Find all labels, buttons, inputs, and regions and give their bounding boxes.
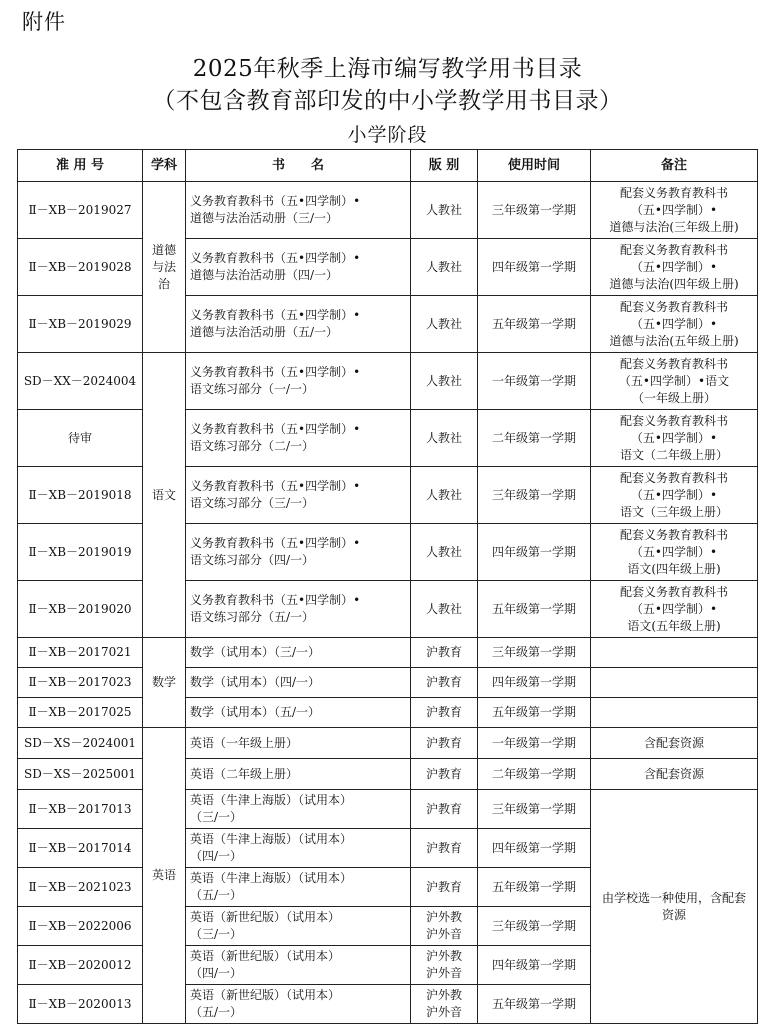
cell-publisher: 人教社 (411, 353, 478, 410)
cell-book: 英语（牛津上海版）（试用本） （三/一） (186, 790, 411, 829)
cell-code: Ⅱ－XB－2020012 (18, 946, 143, 985)
cell-book: 数学（试用本）（五/一） (186, 698, 411, 728)
cell-note: 含配套资源 (591, 728, 758, 759)
cell-subject-english: 英语 (143, 728, 186, 1024)
table-row (18, 182, 758, 239)
table-header-row (18, 150, 758, 182)
header-subject: 学科 (143, 150, 186, 182)
cell-subject-math: 数学 (143, 638, 186, 728)
cell-note-english-shared: 由学校选一种使用，含配套 资源 (591, 790, 758, 1024)
cell-time: 五年级第一学期 (478, 581, 591, 638)
header-note: 备注 (591, 150, 758, 182)
cell-book: 英语（牛津上海版）（试用本） （四/一） (186, 829, 411, 868)
cell-publisher: 沪外教 沪外音 (411, 985, 478, 1024)
table-row (18, 410, 758, 467)
cell-code: Ⅱ－XB－2017021 (18, 638, 143, 668)
cell-note: 配套义务教育教科书 （五•四学制）• 语文(五年级上册) (591, 581, 758, 638)
cell-code: Ⅱ－XB－2020013 (18, 985, 143, 1024)
cell-publisher: 沪教育 (411, 759, 478, 790)
cell-time: 三年级第一学期 (478, 638, 591, 668)
cell-publisher: 沪教育 (411, 638, 478, 668)
cell-book: 英语（新世纪版）（试用本） （五/一） (186, 985, 411, 1024)
cell-note (591, 668, 758, 698)
header-time: 使用时间 (478, 150, 591, 182)
table-row (18, 759, 758, 790)
table-row (18, 668, 758, 698)
cell-book: 英语（一年级上册） (186, 728, 411, 759)
cell-code: Ⅱ－XB－2017014 (18, 829, 143, 868)
cell-book: 义务教育教科书（五•四学制）• 道德与法治活动册（四/一） (186, 239, 411, 296)
cell-publisher: 人教社 (411, 296, 478, 353)
cell-book: 义务教育教科书（五•四学制）• 道德与法治活动册（三/一） (186, 182, 411, 239)
cell-publisher: 人教社 (411, 467, 478, 524)
cell-publisher: 沪教育 (411, 829, 478, 868)
table-row (18, 467, 758, 524)
cell-code: Ⅱ－XB－2017023 (18, 668, 143, 698)
cell-book: 数学（试用本）（四/一） (186, 668, 411, 698)
table-row (18, 296, 758, 353)
cell-code: SD－XS－2025001 (18, 759, 143, 790)
cell-book: 义务教育教科书（五•四学制）• 道德与法治活动册（五/一） (186, 296, 411, 353)
cell-book: 英语（牛津上海版）（试用本） （五/一） (186, 868, 411, 907)
table-row (18, 698, 758, 728)
cell-publisher: 沪教育 (411, 698, 478, 728)
cell-subject-morality: 道德 与法 治 (143, 182, 186, 353)
document-subtitle: （不包含教育部印发的中小学教学用书目录） (152, 88, 623, 114)
cell-code: SD－XS－2024001 (18, 728, 143, 759)
cell-time: 三年级第一学期 (478, 790, 591, 829)
cell-publisher: 沪外教 沪外音 (411, 907, 478, 946)
header-code: 准 用 号 (18, 150, 143, 182)
cell-publisher: 沪教育 (411, 728, 478, 759)
cell-time: 四年级第一学期 (478, 524, 591, 581)
cell-note: 配套义务教育教科书 （五•四学制）• 道德与法治(五年级上册) (591, 296, 758, 353)
cell-note: 配套义务教育教科书 （五•四学制）• 语文（二年级上册） (591, 410, 758, 467)
cell-note: 配套义务教育教科书 （五•四学制）• 道德与法治(四年级上册) (591, 239, 758, 296)
cell-book: 义务教育教科书（五•四学制）• 语文练习部分（四/一） (186, 524, 411, 581)
cell-time: 二年级第一学期 (478, 410, 591, 467)
cell-time: 四年级第一学期 (478, 668, 591, 698)
cell-publisher: 沪教育 (411, 668, 478, 698)
stage-heading: 小学阶段 (347, 124, 428, 146)
table-row (18, 790, 758, 829)
cell-code: Ⅱ－XB－2017025 (18, 698, 143, 728)
cell-publisher: 沪教育 (411, 790, 478, 829)
cell-time: 五年级第一学期 (478, 296, 591, 353)
cell-time: 四年级第一学期 (478, 829, 591, 868)
cell-publisher: 人教社 (411, 524, 478, 581)
cell-publisher: 人教社 (411, 581, 478, 638)
table-row (18, 581, 758, 638)
cell-code: Ⅱ－XB－2017013 (18, 790, 143, 829)
textbook-catalog-table (17, 149, 758, 1024)
cell-subject-chinese: 语文 (143, 353, 186, 638)
cell-code: 待审 (18, 410, 143, 467)
cell-code: Ⅱ－XB－2019020 (18, 581, 143, 638)
cell-time: 三年级第一学期 (478, 467, 591, 524)
cell-note: 含配套资源 (591, 759, 758, 790)
header-book: 书 名 (186, 150, 411, 182)
cell-book: 义务教育教科书（五•四学制）• 语文练习部分（三/一） (186, 467, 411, 524)
table-row (18, 353, 758, 410)
cell-note (591, 638, 758, 668)
cell-book: 义务教育教科书（五•四学制）• 语文练习部分（一/一） (186, 353, 411, 410)
attachment-label: 附件 (22, 10, 66, 34)
cell-code: Ⅱ－XB－2019029 (18, 296, 143, 353)
table-row (18, 524, 758, 581)
cell-code: Ⅱ－XB－2019028 (18, 239, 143, 296)
cell-book: 英语（二年级上册） (186, 759, 411, 790)
document-title: 2025年秋季上海市编写教学用书目录 (192, 56, 583, 82)
cell-note (591, 698, 758, 728)
cell-time: 三年级第一学期 (478, 907, 591, 946)
cell-time: 四年级第一学期 (478, 239, 591, 296)
cell-code: Ⅱ－XB－2022006 (18, 907, 143, 946)
cell-publisher: 沪教育 (411, 868, 478, 907)
cell-code: Ⅱ－XB－2019019 (18, 524, 143, 581)
cell-code: Ⅱ－XB－2019027 (18, 182, 143, 239)
cell-note: 配套义务教育教科书 （五•四学制）• 语文(四年级上册) (591, 524, 758, 581)
cell-time: 五年级第一学期 (478, 698, 591, 728)
table-row (18, 239, 758, 296)
cell-book: 义务教育教科书（五•四学制）• 语文练习部分（五/一） (186, 581, 411, 638)
cell-note: 配套义务教育教科书 （五•四学制）• 语文（三年级上册） (591, 467, 758, 524)
cell-time: 一年级第一学期 (478, 728, 591, 759)
cell-note: 配套义务教育教科书 （五•四学制）• 道德与法治(三年级上册) (591, 182, 758, 239)
cell-publisher: 沪外教 沪外音 (411, 946, 478, 985)
cell-book: 义务教育教科书（五•四学制）• 语文练习部分（二/一） (186, 410, 411, 467)
cell-book: 英语（新世纪版）（试用本） （三/一） (186, 907, 411, 946)
cell-publisher: 人教社 (411, 182, 478, 239)
cell-code: SD－XX－2024004 (18, 353, 143, 410)
cell-time: 四年级第一学期 (478, 946, 591, 985)
cell-code: Ⅱ－XB－2019018 (18, 467, 143, 524)
cell-code: Ⅱ－XB－2021023 (18, 868, 143, 907)
cell-publisher: 人教社 (411, 410, 478, 467)
cell-time: 一年级第一学期 (478, 353, 591, 410)
cell-time: 二年级第一学期 (478, 759, 591, 790)
cell-book: 数学（试用本）（三/一） (186, 638, 411, 668)
table-row (18, 638, 758, 668)
cell-time: 五年级第一学期 (478, 868, 591, 907)
table-row (18, 728, 758, 759)
cell-note: 配套义务教育教科书 （五•四学制）•语文 （一年级上册） (591, 353, 758, 410)
cell-publisher: 人教社 (411, 239, 478, 296)
cell-time: 三年级第一学期 (478, 182, 591, 239)
cell-book: 英语（新世纪版）（试用本） （四/一） (186, 946, 411, 985)
cell-time: 五年级第一学期 (478, 985, 591, 1024)
header-publisher: 版 别 (411, 150, 478, 182)
